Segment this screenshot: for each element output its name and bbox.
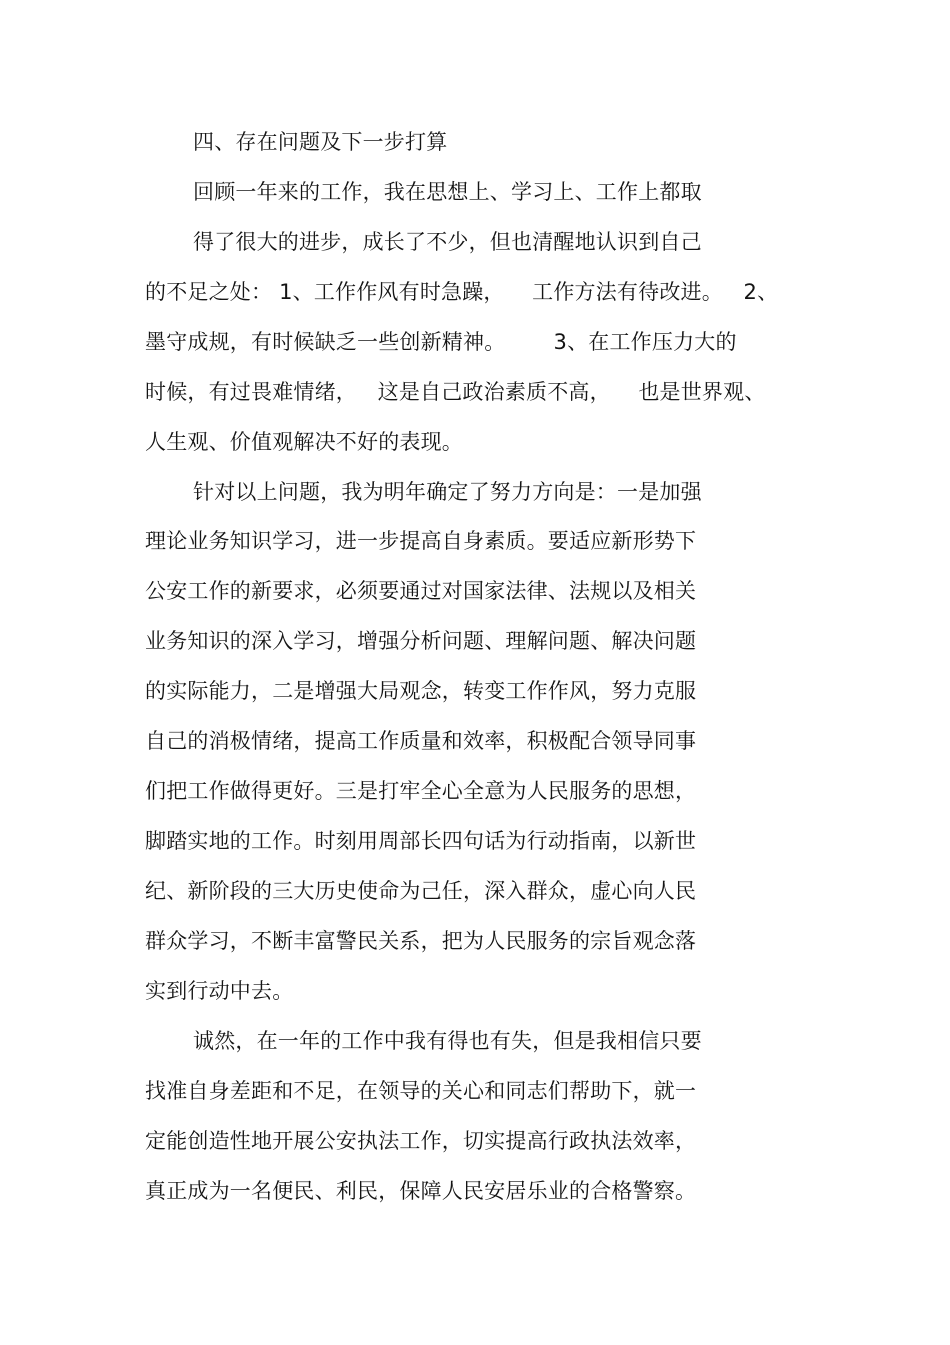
paragraph-line: 公安工作的新要求，必须要通过对国家法律、法规以及相关 bbox=[145, 579, 697, 603]
paragraph-line: 时候，有过畏难情绪， 这是自己政治素质不高， 也是世界观、 bbox=[145, 380, 766, 404]
paragraph-line: 针对以上问题，我为明年确定了努力方向是：一是加强 bbox=[193, 480, 702, 504]
section-heading: 四、存在问题及下一步打算 bbox=[193, 130, 448, 154]
paragraph-line: 墨守成规，有时候缺乏一些创新精神。 3、在工作压力大的 bbox=[145, 330, 737, 354]
paragraph-line: 理论业务知识学习，进一步提高自身素质。要适应新形势下 bbox=[145, 529, 697, 553]
paragraph-line: 诚然，在一年的工作中我有得也有失，但是我相信只要 bbox=[193, 1029, 702, 1053]
paragraph-line: 找准自身差距和不足，在领导的关心和同志们帮助下，就一 bbox=[145, 1079, 697, 1103]
paragraph-line: 脚踏实地的工作。时刻用周部长四句话为行动指南，以新世 bbox=[145, 829, 697, 853]
paragraph-line: 群众学习，不断丰富警民关系，把为人民服务的宗旨观念落 bbox=[145, 929, 697, 953]
paragraph-line: 纪、新阶段的三大历史使命为己任，深入群众，虚心向人民 bbox=[145, 879, 697, 903]
paragraph-line: 回顾一年来的工作，我在思想上、学习上、工作上都取 bbox=[193, 180, 702, 204]
paragraph-line: 定能创造性地开展公安执法工作，切实提高行政执法效率， bbox=[145, 1129, 697, 1153]
paragraph-line: 的不足之处： 1、工作作风有时急躁， 工作方法有待改进。 2、 bbox=[145, 280, 779, 304]
paragraph-line: 自己的消极情绪，提高工作质量和效率，积极配合领导同事 bbox=[145, 729, 697, 753]
paragraph-line: 人生观、价值观解决不好的表现。 bbox=[145, 430, 463, 454]
paragraph-line: 的实际能力，二是增强大局观念，转变工作作风，努力克服 bbox=[145, 679, 697, 703]
paragraph-line: 实到行动中去。 bbox=[145, 979, 294, 1003]
paragraph-line: 得了很大的进步，成长了不少，但也清醒地认识到自己 bbox=[193, 230, 702, 254]
paragraph-line: 业务知识的深入学习，增强分析问题、理解问题、解决问题 bbox=[145, 629, 697, 653]
paragraph-line: 真正成为一名便民、利民，保障人民安居乐业的合格警察。 bbox=[145, 1179, 697, 1203]
paragraph-line: 们把工作做得更好。三是打牢全心全意为人民服务的思想， bbox=[145, 779, 697, 803]
